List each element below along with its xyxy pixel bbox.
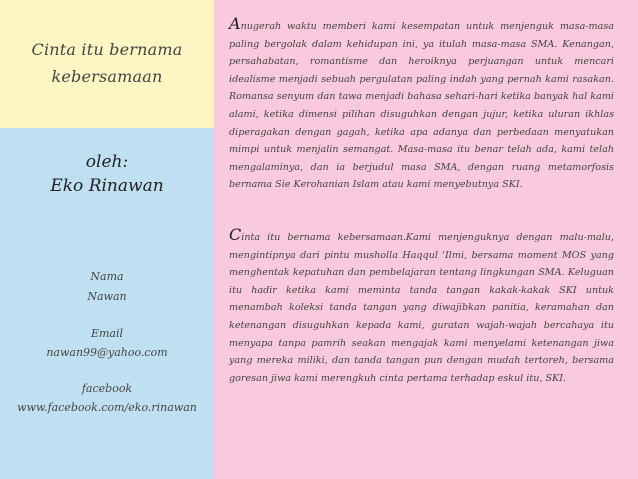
paragraph-1 bbox=[229, 14, 614, 194]
paragraph-1-text: nugerah waktu memberi kami kesempatan untuk menjenguk masa-masa paling bergolak dalam kehidupan ini, ya itulah masa-masa SMA. Kenangan, persahabatan, romantisme dan heroiknya perjuangan untuk mencari idealisme menjadi sebuah pergulatan paling indah yang pernah kami rasakan. Romansa senyum dan tawa menjadi bahasa sehari-hari ketika banyak hal kami alami, ketika dimensi pilihan disuguhkan dengan jujur, ketika uluran ikhlas diperagakan dengan gagah, ketika apa adanya dan perbedaan menyatukan mimpi untuk menjalin semangat. Masa-masa itu benar telah ada, kami telah mengalaminya, dan ia berjudul masa SMA, dengan ruang metamorfosis bernama Sie Kerohanian Islam atau kami menyebutnya SKI. bbox=[229, 21, 614, 191]
facebook-label: facebook bbox=[81, 382, 133, 395]
facebook-value: www.facebook.com/eko.rinawan bbox=[17, 401, 197, 414]
page-title bbox=[0, 36, 214, 90]
paragraph-2-text: inta itu bernama kebersamaan.Kami menjenguknya dengan malu-malu, mengintipnya dari pintu musholla Haqqul 'Ilmi, bersama moment MOS yang menghentak kepatuhan dan pembelajaran tentang lingkungan SMA. Keluguan itu hadir ketika kami meminta tanda tangan kakak-kakak SKI untuk menambah koleksi tanda tangan yang diwajibkan panitia, keramahan dan ketenangan disuguhkan kepada kami, guratan wajah-wajah bercahaya itu menyapa tanpa pamrih seakan mengajak kami menyelami ketenangan jiwa yang mereka miliki, dan tanda tangan pun dengan mudah tertoreh, bersama goresan jiwa kami merengkuh cinta pertama terhadap eskul itu, SKI. bbox=[229, 232, 614, 384]
name-label: Nama bbox=[90, 270, 124, 283]
title-line-1: Cinta itu bernama bbox=[31, 40, 183, 59]
author-block bbox=[0, 150, 214, 198]
drop-cap-1: A bbox=[229, 14, 241, 33]
email-label: Email bbox=[90, 327, 124, 340]
email-value: nawan99@yahoo.com bbox=[46, 346, 168, 359]
author-name: Eko Rinawan bbox=[50, 176, 164, 196]
paragraph-2 bbox=[229, 225, 614, 387]
drop-cap-2: C bbox=[229, 225, 242, 244]
name-value: Nawan bbox=[87, 290, 127, 303]
by-label: oleh: bbox=[85, 152, 129, 172]
title-line-2: kebersamaan bbox=[51, 67, 163, 86]
